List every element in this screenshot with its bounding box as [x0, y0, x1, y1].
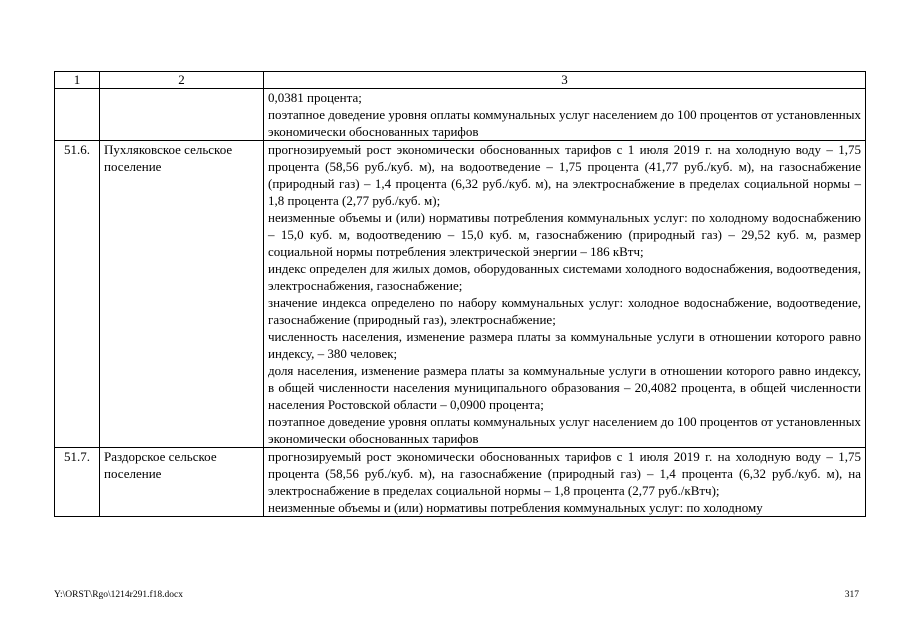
- footer-file-path: Y:\ORST\Rgo\1214r291.f18.docx: [54, 590, 183, 600]
- paragraph: значение индекса определено по набору коммунальных услуг: холодное водоснабжение, водоотведение, газоснабжение (природный газ), электроснабжение;: [268, 295, 861, 327]
- paragraph: неизменные объемы и (или) нормативы потребления коммунальных услуг: по холодному: [268, 500, 763, 515]
- paragraph: поэтапное доведение уровня оплаты коммунальных услуг населением до 100 процентов от установленных экономически обоснованных тарифов: [268, 107, 861, 139]
- settlement-name: Раздорское сельское поселение: [100, 448, 264, 517]
- empty-number-cell: [55, 89, 100, 141]
- table-row: [55, 448, 866, 517]
- paragraph: неизменные объемы и (или) нормативы потребления коммунальных услуг: по холодному водоснабжению – 15,0 куб. м, водоотведению – 15,0 куб. м, газоснабжению (природный газ) – 29,52 куб. м, размер социальной нормы потребления электрической энергии – 186 кВтч;: [268, 210, 861, 259]
- paragraph: поэтапное доведение уровня оплаты коммунальных услуг населением до 100 процентов от установленных экономически обоснованных тарифов: [268, 414, 861, 446]
- header-cell-2: 2: [100, 72, 264, 89]
- empty-name-cell: [100, 89, 264, 141]
- description-cell: [264, 141, 866, 448]
- paragraph: прогнозируемый рост экономически обоснованных тарифов с 1 июля 2019 г. на холодную воду – 1,75 процента (58,56 руб./куб. м), на газоснабжение (природный газ) – 1,4 процента (6,32 руб./куб. м), на электроснабжение в пределах социальной нормы – 1,8 процента (2,77 руб./кВтч);: [268, 449, 861, 498]
- description-cell: [264, 448, 866, 517]
- table-header-row: [55, 72, 866, 89]
- document-table: [54, 71, 866, 517]
- paragraph: численность населения, изменение размера платы за коммунальные услуги в отношении которого равно индексу, – 380 человек;: [268, 329, 861, 361]
- row-number: 51.6.: [55, 141, 100, 448]
- settlement-name: Пухляковское сельское поселение: [100, 141, 264, 448]
- table-row: [55, 141, 866, 448]
- header-cell-3: 3: [264, 72, 866, 89]
- continuation-row: [55, 89, 866, 141]
- paragraph: индекс определен для жилых домов, оборудованных системами холодного водоснабжения, водоотведения, электроснабжения, газоснабжение;: [268, 261, 861, 293]
- paragraph: прогнозируемый рост экономически обоснованных тарифов с 1 июля 2019 г. на холодную воду – 1,75 процента (58,56 руб./куб. м), на водоотведение – 1,75 процента (41,77 руб./куб. м), на газоснабжение (природный газ) – 1,4 процента (6,32 руб./куб. м), на электроснабжение в пределах социальной нормы – 1,8 процента (2,77 руб./куб. м);: [268, 142, 861, 208]
- paragraph: 0,0381 процента;: [268, 90, 362, 105]
- paragraph: доля населения, изменение размера платы за коммунальные услуги в отношении которого равно индексу, в общей численности населения муниципального образования – 20,4082 процента, в общей численности населения Ростовской области – 0,0900 процента;: [268, 363, 861, 412]
- description-cell: [264, 89, 866, 141]
- header-cell-1: 1: [55, 72, 100, 89]
- row-number: 51.7.: [55, 448, 100, 517]
- footer-page-number: 317: [844, 590, 859, 600]
